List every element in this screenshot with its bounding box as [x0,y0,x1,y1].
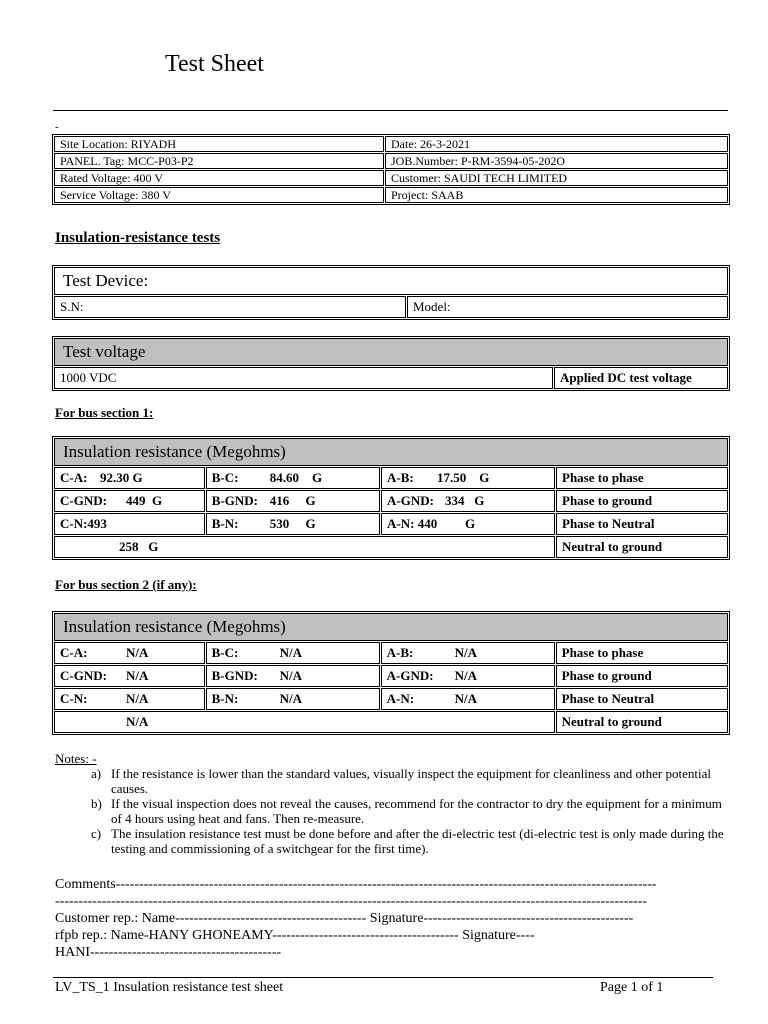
bus1-ca-label: C-A: [60,470,88,485]
test-voltage-table [52,336,730,391]
bus1-bn-cell [206,513,380,535]
table-row [54,267,728,295]
page-title: Test Sheet [165,51,264,77]
bus2-an-cell [381,688,555,710]
test-voltage-label: Applied DC test voltage [554,367,728,389]
bus2-bc-label: B-C: [211,645,239,660]
bus2-cgnd-value: N/A [126,668,149,683]
bus1-r4-desc: Neutral to ground [556,536,728,558]
bus1-ng-value [54,536,555,558]
bus2-bn-label: B-N: [211,691,239,706]
table-row [54,187,728,203]
table-row [54,536,728,558]
notes [55,751,735,856]
bus1-cgnd-cell [54,490,205,512]
bus2-table-heading: Insulation resistance (Megohms) [54,613,728,641]
customer-rep-line: Customer rep.: Name----------------------------------------- Signature--------------------------------------------- [55,911,634,926]
bus2-bgnd-value: N/A [279,668,302,683]
bus1-bgnd-label: B-GND: [211,493,258,508]
note-marker: a) [91,766,102,781]
table-row [54,688,728,710]
bus2-bn-cell [206,688,380,710]
panel-tag: PANEL. Tag: MCC-P03-P2 [54,153,384,169]
note-item [55,766,735,796]
site-info-table [52,134,730,205]
bus2-an-value: N/A [454,691,478,706]
job-number: JOB.Number: P-RM-3594-05-202O [385,153,728,169]
note-item [55,826,735,856]
section-heading: Insulation-resistance tests [55,230,221,246]
bus2-agnd-value: N/A [454,668,478,683]
bus1-an-label: A-N: 440 [387,516,438,531]
bus1-heading: For bus section 1: [55,405,154,420]
bus2-bgnd-cell [206,665,380,687]
comments-line: Comments-------------------------------------------------------------------------------------------------------------------- [55,877,657,892]
bus1-bc-label: B-C: [211,470,239,485]
bus1-agnd-value: 334 G [445,493,485,508]
notes-list [55,766,735,856]
table-row [54,490,728,512]
model: Model: [407,296,728,318]
bus2-an-label: A-N: [386,691,415,706]
bus1-table-heading: Insulation resistance (Megohms) [54,438,728,466]
notes-heading: Notes: - [55,751,97,766]
bus1-ab-label: A-B: [387,470,414,485]
table-row [54,711,728,733]
bus1-r3-desc: Phase to Neutral [556,513,728,535]
bus2-ab-label: A-B: [386,645,414,660]
footer-rule [53,977,713,978]
table-row [54,513,728,535]
table-row [54,642,728,664]
footer-page-number: Page 1 of 1 [600,980,664,995]
bus2-ng-value [54,711,555,733]
table-row [54,136,728,152]
bus2-ab-value: N/A [454,645,478,660]
test-voltage-heading: Test voltage [54,338,728,366]
table-row [54,665,728,687]
bus2-cn-label: C-N: [60,691,88,706]
bus1-ca-value: 92.30 G [100,470,143,485]
note-item [55,796,735,826]
bus2-ab-cell [381,642,555,664]
note-text: If the visual inspection does not reveal the causes, recommend for the contractor to dry the equipment for a minimum of 4 hours using heat and fans. Then re-measure. [111,796,722,826]
bus1-ab-cell [381,467,555,489]
service-voltage: Service Voltage: 380 V [54,187,384,203]
bus2-cgnd-cell [54,665,205,687]
footer-doc-id: LV_TS_1 Insulation resistance test sheet [55,980,284,995]
table-row [54,438,728,466]
bus1-table [52,436,730,560]
table-row [54,367,728,389]
bus2-cn-value: N/A [126,691,149,706]
table-row [54,467,728,489]
note-marker: c) [91,826,102,841]
bus1-an-value: G [465,516,476,531]
bus2-heading: For bus section 2 (if any): [55,577,197,592]
bus2-bc-value: N/A [279,645,302,660]
bus1-ng-text: 258 G [119,539,159,554]
note-marker: b) [91,796,102,811]
comments-continuation: ------------------------------------------------------------------------------------------------------------------------------- [55,894,648,909]
bus1-cgnd-label: C-GND: [60,493,107,508]
bus1-bn-value: 530 G [269,516,316,531]
customer: Customer: SAUDI TECH LIMITED [385,170,728,186]
bus1-agnd-cell [381,490,555,512]
bus2-r1-desc: Phase to phase [556,642,728,664]
test-device-heading: Test Device: [54,267,728,295]
bus1-agnd-label: A-GND: [387,493,434,508]
bus1-an-cell [381,513,555,535]
bus1-cn-cell [54,513,205,535]
bus1-bc-value: 84.60 G [269,470,323,485]
bus1-ca-cell [54,467,205,489]
rfpb-rep-line: rfpb rep.: Name-HANY GHONEAMY---------------------------------------- Signature---- [55,928,535,943]
bus1-bn-label: B-N: [211,516,239,531]
bus2-agnd-label: A-GND: [386,668,434,683]
dash-marker: - [55,121,59,133]
test-voltage-value: 1000 VDC [54,367,553,389]
bus2-ca-cell [54,642,205,664]
bus2-r4-desc: Neutral to ground [556,711,728,733]
bus1-bgnd-cell [206,490,380,512]
bus2-bgnd-label: B-GND: [211,668,258,683]
table-row [54,296,728,318]
bus2-r2-desc: Phase to ground [556,665,728,687]
bus2-ng-text: N/A [126,714,149,729]
bus2-bc-cell [206,642,380,664]
bus1-ab-value: 17.50 G [437,470,490,485]
site-location: Site Location: RIYADH [54,136,384,152]
table-row [54,613,728,641]
bus1-cn-label: C-N:493 [60,516,107,531]
note-text: The insulation resistance test must be done before and after the di-electric test (di-electric test is only made during the testing and commissioning of a switchgear for the first time). [111,826,724,856]
bus2-agnd-cell [381,665,555,687]
table-row [54,170,728,186]
table-row [54,338,728,366]
project: Project: SAAB [385,187,728,203]
test-device-table [52,265,730,320]
bus1-r1-desc: Phase to phase [556,467,728,489]
serial-number: S.N: [54,296,406,318]
note-text: If the resistance is lower than the standard values, visually inspect the equipment for cleanliness and other potential causes. [111,766,711,796]
bus2-cgnd-label: C-GND: [60,668,107,683]
bus2-bn-value: N/A [279,691,302,706]
date: Date: 26-3-2021 [385,136,728,152]
bus2-ca-value: N/A [126,645,149,660]
rated-voltage: Rated Voltage: 400 V [54,170,384,186]
title-rule [53,110,728,111]
bus1-cgnd-value: 449 G [126,493,163,508]
bus1-bgnd-value: 416 G [269,493,316,508]
bus2-ca-label: C-A: [60,645,88,660]
bus1-r2-desc: Phase to ground [556,490,728,512]
bus2-table [52,611,730,735]
table-row [54,153,728,169]
bus2-cn-cell [54,688,205,710]
bus2-r3-desc: Phase to Neutral [556,688,728,710]
signature-name: HANI----------------------------------------- [55,945,282,960]
bus1-bc-cell [206,467,380,489]
